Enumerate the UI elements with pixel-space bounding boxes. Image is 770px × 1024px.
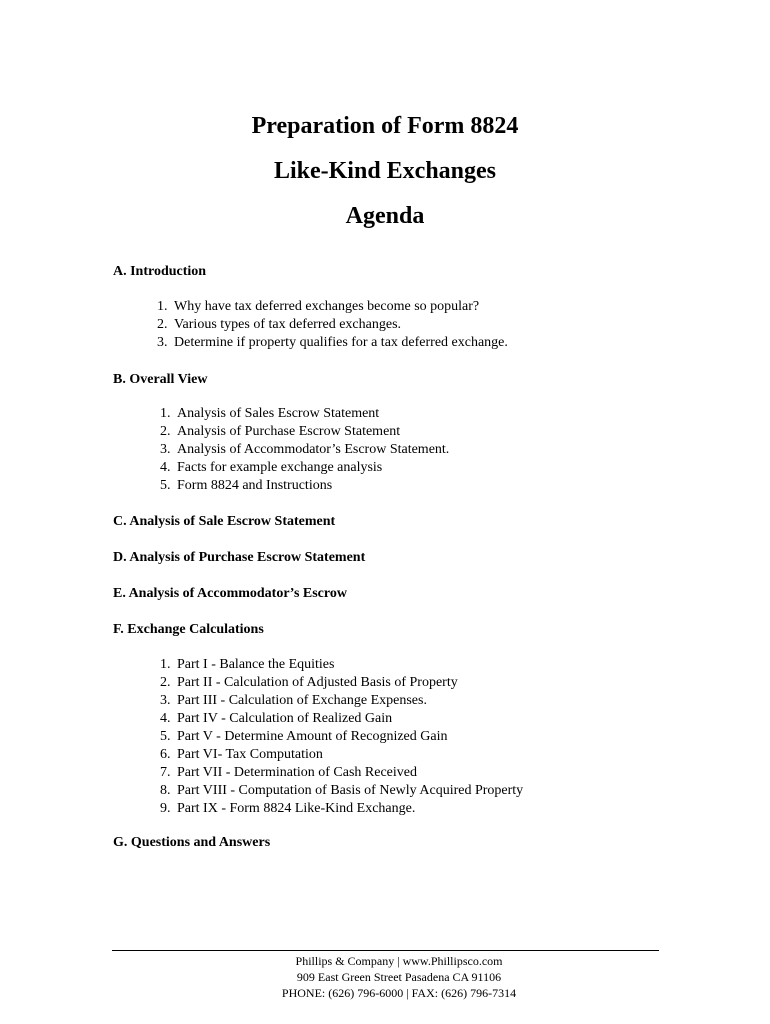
list-item-number: 9. [160,801,171,816]
list-item [160,674,523,692]
list-item-text: Part II - Calculation of Adjusted Basis of Property [177,675,458,690]
list-item [160,477,449,495]
list-item-number: 6. [160,747,171,762]
list-item [160,423,449,441]
list-item-text: Part V - Determine Amount of Recognized Gain [177,729,448,744]
list-item [160,656,523,674]
list-item-number: 4. [160,711,171,726]
list-item [160,764,523,782]
list-item-text: Part I - Balance the Equities [177,657,335,672]
list-item [160,782,523,800]
list-item-text: Part VII - Determination of Cash Received [177,765,418,780]
list-item-number: 8. [160,783,171,798]
list-item-number: 5. [160,729,171,744]
section-a-list [157,298,508,352]
footer-divider [112,950,659,951]
list-item-text: Various types of tax deferred exchanges. [174,317,402,332]
list-item-text: Part VI- Tax Computation [177,747,323,762]
document-subtitle: Like-Kind Exchanges [273,158,497,184]
list-item-text: Part IV - Calculation of Realized Gain [177,711,393,726]
list-item [157,334,508,352]
footer-contact: PHONE: (626) 796-6000 | FAX: (626) 796-7314 [281,986,517,1000]
list-item [160,800,523,818]
footer-company: Phillips & Company | www.Phillipsco.com [295,954,503,968]
list-item-number: 3. [160,442,171,457]
list-item-number: 3. [160,693,171,708]
list-item-number: 2. [160,675,171,690]
footer-address: 909 East Green Street Pasadena CA 91106 [296,970,502,984]
section-f-list [160,656,523,818]
list-item [160,692,523,710]
section-c-heading: C. Analysis of Sale Escrow Statement [113,514,336,529]
list-item-text: Form 8824 and Instructions [177,478,333,493]
section-b-list [160,405,449,495]
list-item-text: Part IX - Form 8824 Like-Kind Exchange. [177,801,416,816]
list-item-text: Analysis of Purchase Escrow Statement [177,424,401,439]
document-title: Preparation of Form 8824 [251,113,519,139]
list-item-number: 2. [160,424,171,439]
list-item [160,746,523,764]
list-item-number: 1. [160,657,171,672]
list-item [160,728,523,746]
list-item-number: 2. [157,317,168,332]
section-g-heading: G. Questions and Answers [113,835,271,850]
list-item-text: Part VIII - Computation of Basis of Newly Acquired Property [177,783,524,798]
section-e-heading: E. Analysis of Accommodator’s Escrow [113,586,347,601]
section-b-heading: B. Overall View [113,372,208,387]
section-f-heading: F. Exchange Calculations [113,622,264,637]
list-item [160,459,449,477]
list-item [157,316,508,334]
list-item-number: 5. [160,478,171,493]
section-d-heading: D. Analysis of Purchase Escrow Statement [113,550,366,565]
list-item-text: Part III - Calculation of Exchange Expenses. [177,693,427,708]
list-item [160,441,449,459]
list-item-number: 4. [160,460,171,475]
section-a-heading: A. Introduction [113,264,207,279]
list-item-number: 1. [160,406,171,421]
list-item [160,405,449,423]
list-item-number: 3. [157,335,168,350]
list-item-text: Facts for example exchange analysis [177,460,383,475]
list-item-text: Analysis of Accommodator’s Escrow Statement. [177,442,450,457]
agenda-heading: Agenda [345,203,425,229]
list-item-number: 7. [160,765,171,780]
list-item [157,298,508,316]
list-item-text: Analysis of Sales Escrow Statement [177,406,380,421]
list-item [160,710,523,728]
list-item-number: 1. [157,299,168,314]
list-item-text: Determine if property qualifies for a tax deferred exchange. [174,335,508,350]
list-item-text: Why have tax deferred exchanges become so popular? [174,299,480,314]
